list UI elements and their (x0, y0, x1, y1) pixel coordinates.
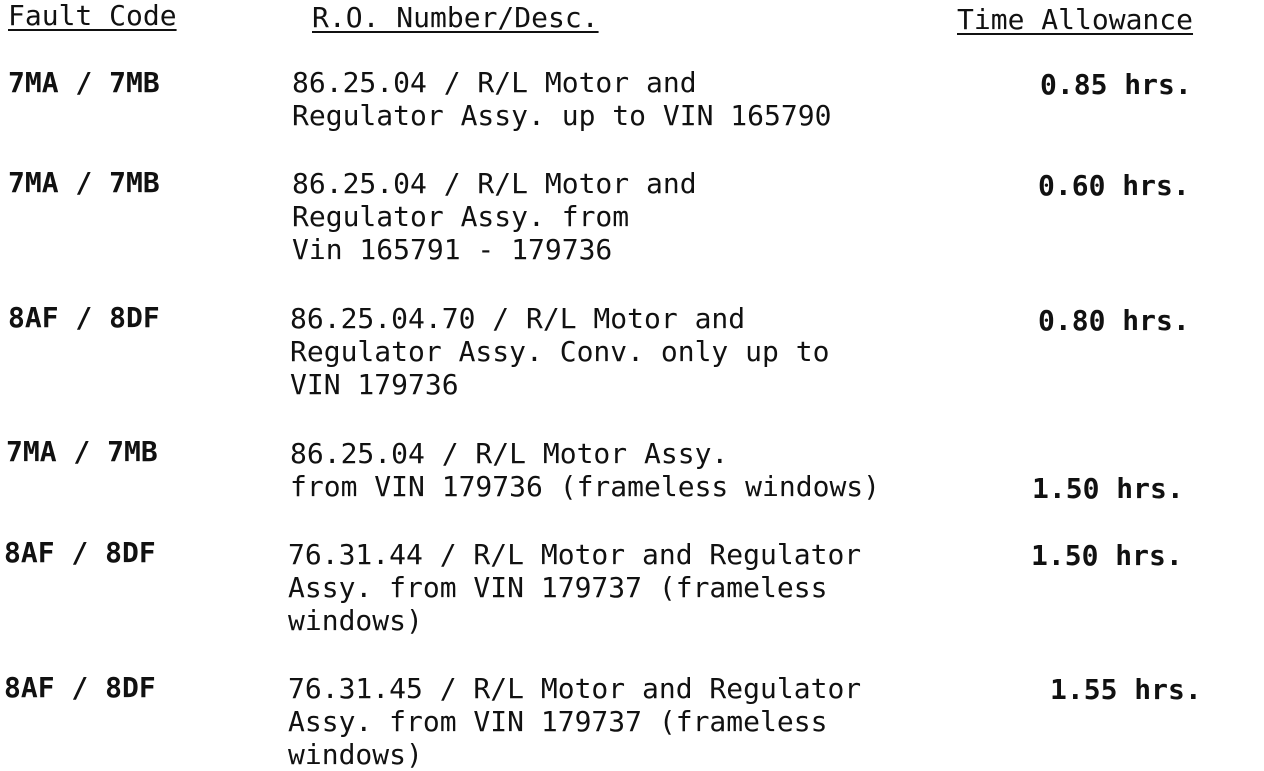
row-2-desc-line-3: Vin 165791 - 179736 (292, 233, 613, 266)
row-3-desc-line-3: VIN 179736 (290, 368, 459, 401)
row-4-fault-code: 7MA / 7MB (6, 435, 158, 468)
row-1-time: 0.85 hrs. (1040, 68, 1192, 101)
row-1-fault-code: 7MA / 7MB (8, 66, 160, 99)
row-5-desc-line-1: 76.31.44 / R/L Motor and Regulator (288, 538, 862, 571)
row-4-desc-line-1: 86.25.04 / R/L Motor Assy. (290, 437, 729, 470)
row-1-desc-line-2: Regulator Assy. up to VIN 165790 (292, 99, 832, 132)
row-2-time: 0.60 hrs. (1038, 169, 1190, 202)
row-5-desc-line-3: windows) (288, 604, 423, 637)
row-3-desc-line-2: Regulator Assy. Conv. only up to (290, 335, 830, 368)
row-6-desc-line-3: windows) (288, 738, 423, 771)
row-2-fault-code: 7MA / 7MB (8, 166, 160, 199)
row-3-fault-code: 8AF / 8DF (8, 301, 160, 334)
header-fault-code: Fault Code (8, 0, 177, 32)
row-6-fault-code: 8AF / 8DF (4, 671, 156, 704)
row-4-time: 1.50 hrs. (1032, 472, 1184, 505)
header-ro-number-desc: R.O. Number/Desc. (312, 1, 599, 34)
row-1-desc-line-1: 86.25.04 / R/L Motor and (292, 66, 697, 99)
row-2-desc-line-2: Regulator Assy. from (292, 200, 630, 233)
row-6-time: 1.55 hrs. (1050, 673, 1202, 706)
row-3-time: 0.80 hrs. (1038, 304, 1190, 337)
row-3-desc-line-1: 86.25.04.70 / R/L Motor and (290, 302, 746, 335)
row-5-fault-code: 8AF / 8DF (4, 536, 156, 569)
row-4-desc-line-2: from VIN 179736 (frameless windows) (290, 470, 881, 503)
header-time-allowance: Time Allowance (957, 3, 1194, 36)
row-2-desc-line-1: 86.25.04 / R/L Motor and (292, 167, 697, 200)
row-6-desc-line-2: Assy. from VIN 179737 (frameless (288, 705, 828, 738)
row-5-time: 1.50 hrs. (1031, 539, 1183, 572)
row-6-desc-line-1: 76.31.45 / R/L Motor and Regulator (288, 672, 862, 705)
row-5-desc-line-2: Assy. from VIN 179737 (frameless (288, 571, 828, 604)
